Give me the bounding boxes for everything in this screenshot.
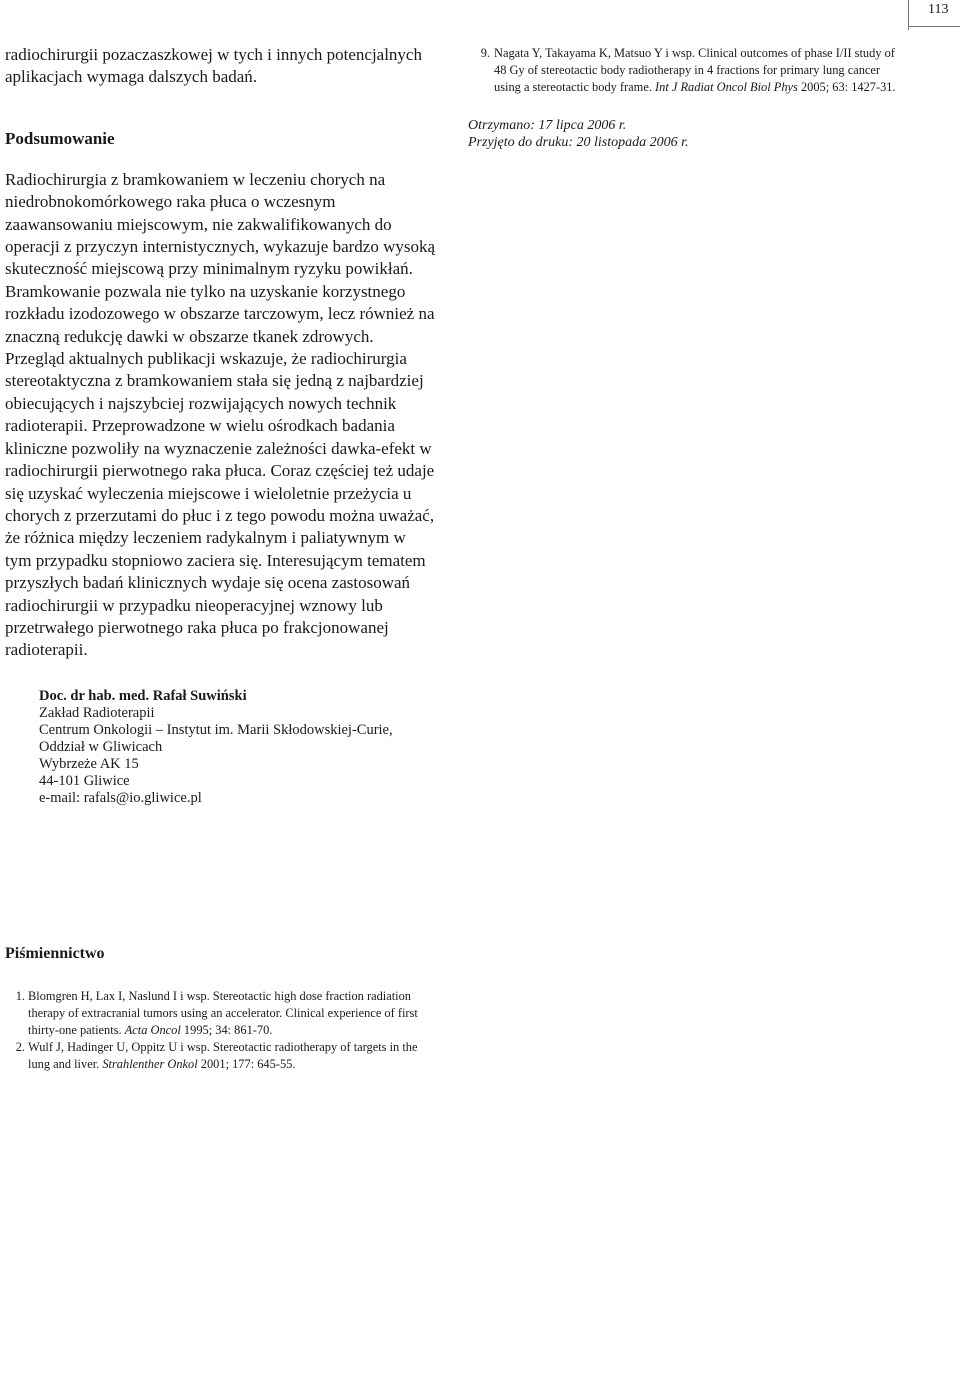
reference-item	[468, 45, 900, 95]
reference-tail: 2001; 177: 645-55.	[200, 1057, 296, 1072]
reference-item	[5, 1039, 433, 1073]
reference-tail: 1995; 34: 861-70.	[183, 1022, 273, 1037]
address-line: 44-101 Gliwice	[39, 772, 130, 789]
reference-number: 1.	[15, 989, 25, 1003]
author-email[interactable]: e-mail: rafals@io.gliwice.pl	[39, 789, 202, 806]
summary-paragraph: Radiochirurgia z bramkowaniem w leczeniu chorych na niedrobnokomórkowego raka płuca o wczesnym zaawansowaniu miejscowym, nie zakwalifikowanych do operacji z przyczyn internistycznych, wykazuje bardzo wysoką skuteczność miejscową przy minimalnym ryzyku powikłań. Bramkowanie pozwala nie tylko na uzyskanie korzystnego rozkładu izodozowego w obszarze tarczowym, lecz również na znaczną redukcję dawki w obszarze tkanek zdrowych. Przegląd aktualnych publikacji wskazuje, że radiochirurgia stereotaktyczna z bramkowaniem stała się jedną z najbardziej obiecujących i najszybciej rozwijających nowych technik radioterapii. Przeprowadzone w wielu ośrodkach badania kliniczne pozwoliły na wyznaczenie zależności dawka-efekt w radiochirurgii pierwotnego raka płuca. Coraz częściej też udaje się uzyskać wyleczenia miejscowe i wieloletnie przeżycia u chorych z przerzutami do płuc i z tego powodu można uważać, że różnica między leczeniem radykalnym i paliatywnym w tym przypadku stopniowo zaciera się. Interesującym tematem przyszłych badań klinicznych wydaje się ocena zastosowań radiochirurgii w przypadku nieoperacyjnej wznowy lub przetrwałego pierwotnego raka płuca po frakcjonowanej radioterapii.	[5, 169, 436, 660]
address-line: Centrum Onkologii – Instytut im. Marii Skłodowskiej-Curie,	[39, 721, 393, 738]
reference-item	[5, 988, 433, 1038]
address-line: Oddział w Gliwicach	[39, 738, 163, 755]
reference-number: 9.	[480, 46, 490, 60]
reference-number: 2.	[15, 1040, 25, 1055]
reference-tail: 2005; 63: 1427-31.	[800, 79, 896, 94]
accepted-date: Przyjęto do druku: 20 listopada 2006 r.	[468, 135, 689, 151]
section-title: Podsumowanie	[5, 128, 115, 148]
reference-journal: Acta Oncol	[124, 1022, 181, 1037]
reference-list-left	[5, 988, 433, 1073]
corner-rule-horizontal	[908, 26, 960, 27]
reference-text: Blomgren H, Lax I, Naslund I i wsp. Stereotactic high dose fraction radiation therapy of extracranial tumors using an accelerator. Clinical experience of first thirty-one patients.	[28, 989, 418, 1037]
reference-journal: Int J Radiat Oncol Biol Phys	[655, 79, 798, 94]
author-name: Doc. dr hab. med. Rafał Suwiński	[39, 687, 247, 704]
intro-paragraph: radiochirurgii pozaczaszkowej w tych i innych potencjalnych aplikacjach wymaga dalszych badań.	[5, 45, 422, 87]
page-number: 113	[928, 2, 949, 17]
references-title: Piśmiennictwo	[5, 945, 105, 962]
reference-text: Wulf J, Hadinger U, Oppitz U i wsp. Stereotactic radiotherapy of targets in the lung and liver.	[28, 1040, 418, 1072]
left-column	[5, 44, 435, 807]
reference-journal: Strahlenther Onkol	[102, 1057, 198, 1072]
right-column	[468, 45, 900, 151]
reference-list-right	[468, 45, 900, 95]
article-dates	[468, 117, 900, 151]
address-line: Zakład Radioterapii	[39, 704, 155, 721]
address-line: Wybrzeże AK 15	[39, 755, 139, 772]
references-left	[5, 988, 433, 1074]
received-date: Otrzymano: 17 lipca 2006 r.	[468, 118, 627, 134]
author-address	[39, 688, 435, 807]
reference-text: Nagata Y, Takayama K, Matsuo Y i wsp. Clinical outcomes of phase I/II study of 48 Gy of stereotactic body radiotherapy in 4 fractions for primary lung cancer using a stereotactic body frame.	[494, 46, 895, 94]
